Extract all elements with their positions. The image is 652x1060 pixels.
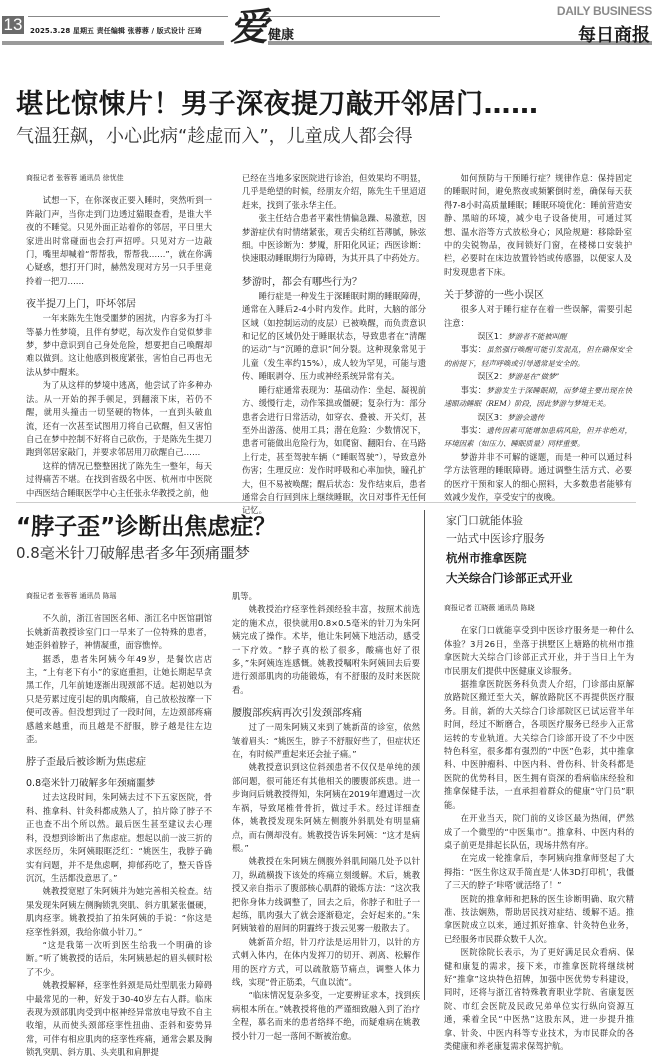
paragraph: 这样的情况已整整困扰了陈先生一整年，每天过得痛苦不堪。在找到省级名中医、杭州市中医院中西医结合睡眠医学中心主任张永华教授之前，他 (26, 460, 212, 498)
article1-column-1 (26, 172, 212, 500)
section-logo-ai: 爱 (230, 4, 269, 49)
article1-byline: 商报记者 张蓉蓉 通讯员 徐忧佳 (26, 174, 124, 182)
item-text: 梦游发生于深睡眠期，而梦境主要出现在快速眼动睡眠（REM）阶段，因此梦游与梦境无关。 (444, 385, 632, 409)
item-label: 事实： (460, 384, 487, 395)
paragraph: 医院的推拿师和把脉的医生诊断明确、取穴精准、技法娴熟，帮助居民找对症结、缓解不适。推拿医院成立以来，通过抓好推拿、针灸特色业务，已经服务市民群众数千人次。 (444, 893, 634, 944)
article3-byline: 商报记者 江晓薇 通讯员 陈晓 (444, 604, 535, 612)
item-label: 事实： (460, 424, 487, 435)
article3-kicker-1: 家门口就能体验 (446, 514, 523, 527)
fact-item (444, 424, 632, 451)
paragraph: 过去这段时间，朱阿姨去过不下五家医院，骨科、推拿科、针灸科都成熟人了，拍片除了脖子不正也查不出个所以然。最后医生甚至建议去心理科，没想到诊断出了焦虑症。想起以前一波三折的求医经历，朱阿姨眼眶泛红：“姚医生，我脖子确实有问题，并不是焦虑啊，抑郁药吃了，整天昏昏沉沉，生活都没意思了。” (26, 792, 212, 883)
paragraph: 为了从这样的梦境中逃离，他尝试了许多种办法。从一开始的挥手顿足，到翻滚下床，若仍不醒，就用头撞击一切坚硬的物体，一直到头破血流，还有一次甚至试图用刀将自己砍醒，但又害怕自己在梦中控制不好将自己砍伤，于是陈先生提刀跑到邻居家敲门，并要求邻居用刀砍醒自己…… (26, 380, 212, 458)
item-label: 误区2： (477, 371, 508, 382)
paragraph: 一年来陈先生饱受噩梦的困扰，内容多为打斗等暴力性梦境，且伴有梦呓，每次发作自觉似梦非梦，梦中意识到自己身处危险，想要把自己唤醒却难以做到。这让他感到极度紧张，害怕自己再也无法从梦中醒来。 (26, 313, 212, 377)
paragraph: 姚教授宽慰了朱阿姨并为她完善相关检查。结果发现朱阿姨左侧胸锁乳突肌、斜方肌紧张僵硬，肌肉痉挛。姚教授拍了拍朱阿姨的手说：“你这是痉挛性斜颈，我给你做小针刀。” (26, 886, 212, 937)
item-label: 误区1： (477, 331, 508, 342)
article1-col3-body (444, 172, 632, 504)
section-name: 健康 (268, 28, 295, 43)
paragraph: 姚教授在朱阿姨左侧腹外斜肌间隔几处予以针刀，纵疏横拨下该处的疼痛立刻缓解。术后，姚教授又亲自指示了腹部核心肌群的锻炼方法：“这次我把你身体力线调整了，回去之后，你脖子和肚子一起练，肌肉强大了就会逐渐稳定，会好起来的。”朱阿姨皱着的眉间的阴霾终于拨云见雾一般散去了。 (232, 856, 420, 934)
paragraph: 肌等。 (232, 591, 257, 601)
item-text: 遗传因素可能增加患病风险，但并非绝对，环境因素（如压力、睡眠质量）同样重要。 (444, 425, 632, 449)
paragraph: 在家门口就能享受到中医诊疗服务是一种什么体验？3月26日，坐落于拱墅区上塘路的杭州市推拿医院大关综合门诊部正式开业，并于当日上午为市民朋友们提供中医健康义诊服务。 (444, 625, 634, 676)
article1-column-2 (242, 172, 426, 518)
article1-subheadline: 气温狂飙，小心此病“趁虚而入”，儿童成人都会得 (16, 126, 413, 147)
paragraph: 不久前，浙江省国医名师、浙江名中医馆副馆长姚新苗教授诊室门口一早来了一位特殊的患者，她歪斜着脖子，神情凝重，面容憔悴。 (26, 613, 212, 651)
paper-name-cn: 每日商报 (578, 25, 650, 46)
masthead-rule (262, 16, 440, 17)
paragraph: 已经在当地多家医院进行诊治，但效果均不明显，几乎是绝望的时候，经朋友介绍，陈先生千里迢迢赶来，找到了张永华主任。 (242, 173, 426, 210)
article2-headline: “脖子歪”诊断出焦虑症？ (16, 514, 277, 540)
paragraph: 医院徐院长表示，为了更好满足民众看病、保健和康复的需求，接下来，市推拿医院将继续树好“推拿”这块特色招牌，加强中医优势专科建设，同时，还将与浙江省特殊教育职业学院、省康复医院、市红会医院及民政兄弟单位实行纵向资源互通，乘着全民“中医热”这股东风，进一步提升推拿、针灸、中医内科等专业技术，为市民群众的各类健康和养老康复需求保驾护航。 (444, 947, 634, 1051)
myth-item (444, 370, 632, 383)
paragraph: “临床情况复杂多变，一定要辨证求本，找到疾病根本所在。”姚教授将他的严谨细致融入到了治疗全程，慕名而来的患者络绎不绝，而疑难病在姚教授小针刀一起一落间不断被治愈。 (232, 990, 420, 1041)
article3-title-1: 杭州市推拿医院 (446, 551, 527, 565)
paragraph: “这是我第一次听到医生给我一个明确的诊断。”听了姚教授的话后，朱阿姨悬起的眉头顿时松了不少。 (26, 939, 212, 977)
subheading: 0.8毫米针刀破解多年颈痛噩梦 (26, 778, 156, 790)
article2-col2-body (232, 590, 420, 1043)
paragraph: 过了一周朱阿姨又来到了姚新苗的诊室，依然皱着眉头：“姚医生，脖子不舒服好些了，但症状还在，有时候严重起来还会扯子痛。” (232, 722, 420, 760)
article2-column-2 (232, 590, 420, 1043)
article2-byline: 商报记者 张蓉蓉 通讯员 陈瑶 (26, 592, 117, 600)
fact-item (444, 384, 632, 411)
fact-item (444, 343, 632, 370)
section-divider (16, 502, 636, 503)
issue-line: 2025.3.28 星期五 责任编辑 张蓉蓉 / 版式设计 汪琦 (30, 27, 202, 35)
paragraph: 试想一下，在你深夜正要入睡时，突然听到一阵敲门声，当你走到门边透过猫眼查看，是谁大半夜的不睡觉。只见外面正站着你的邻居，平日里大家进出时常碰面也会打声招呼。只见对方一边敲门，嘴里却喊着“帮帮我，帮帮我……”，就在你满心疑惑，想打开门时，赫然发现对方另一只手里竟拎着一把刀…… (26, 195, 212, 286)
subheading: 腰腹部疾病再次引发颈部疼痛 (232, 708, 362, 720)
page-number: 13 (3, 15, 23, 34)
article1-col2-body (242, 172, 426, 518)
column-divider (424, 510, 425, 1000)
subheading: 夜半提刀上门，吓坏邻居 (26, 299, 136, 311)
myth-item (444, 330, 632, 343)
article3-title-2: 大关综合门诊部正式开业 (446, 571, 573, 585)
paragraph: 姚教授意识到这位斜颈患者不仅仅是单纯的颈部问题，很可能还有其他相关的腰腹部疾患。进一步询问后姚教授得知，朱阿姨在2019年遭遇过一次车祸，导致尾椎骨骨折，做过手术。经过详细查体，姚教授发现朱阿姨左侧腹外斜肌处有明显痛点，而右侧却没有。姚教授告诉朱阿姨：“这才是病根。” (232, 762, 420, 853)
paragraph: 据悉，患者朱阿姨今年49岁，是餐饮店店主，“上有老下有小”的家庭重担，让她长期起早贪黑工作，几年前她逐渐出现颈部不适。起初她以为只是劳累过度引起的肌肉酸痛，自己放松按摩一下便可改善。但没想到过了一段时间，左边颈部疼痛感越来越重，而且越是不舒服，脖子越是往左边歪。 (26, 653, 212, 745)
article2-col1-body (26, 612, 212, 1059)
paragraph: 在开业当天，院门前的义诊区最为热闹，俨然成了一个微型的“中医集市”。推拿科、中医内科的桌子前更是排起长队伍，现场井然有序。 (444, 813, 634, 850)
paragraph: 睡行症通常表现为：基础动作：坐起、凝视前方、缓慢行走，动作笨拙或僵硬；复杂行为：部分患者会进行日常活动，如穿衣、叠被、开关灯，甚至外出游荡、使用工具；潜在危险：少数情况下，患者可能做出危险行为，如爬窗、翻阳台、在马路上行走，甚至驾驶车辆（“睡眠驾驶”），导致意外伤害；生理反应：发作时呼吸和心率加快，瞳孔扩大，但不易被唤醒；醒后状态：发作结束后，患者通常会自行回到床上继续睡眠，次日对事件无任何记忆。 (242, 384, 426, 516)
item-text: 梦游会遗传 (507, 412, 545, 422)
item-text: 虽然强行唤醒可能引发混乱，但在确保安全的前提下，轻声呼唤或引导通常是安全的。 (444, 345, 632, 368)
article1-column-3 (444, 172, 632, 504)
myth-item (444, 411, 632, 424)
paragraph: 如何预防与干预睡行症？规律作息：保持固定的睡眠时间，避免熬夜或频繁倒时差，确保每天获得7-8小时高质量睡眠；睡眠环境优化：睡前营造安静、黑暗的环境，减少电子设备使用，可通过冥想、温水浴等方式放松身心；风险规避：移除卧室中的尖锐物品，夜间锁好门窗，在楼梯口安装护栏，必要时在床边放置铃铛或传感器，以便家人及时发现患者下床。 (444, 173, 632, 277)
paragraph: 姚教授解释，痉挛性斜颈是局灶型肌张力障碍中最常见的一种，好发于30-40岁左右人群。临床表现为颈部肌肉受到中枢神经异常放电导致不自主收缩，从而使头颈部痉挛性扭曲、歪斜和姿势异常，可伴有相应肌肉的痉挛性疼痛，通常会累及胸锁乳突肌、斜方肌、头夹肌和肩胛提 (26, 980, 212, 1058)
article2-subheadline: 0.8毫米针刀破解患者多年颈痛噩梦 (16, 544, 250, 562)
masthead-bar (2, 41, 224, 45)
article1-col1-body (26, 194, 212, 500)
item-text: 梦游者不能被叫醒 (507, 332, 567, 342)
subheading: 关于梦游的一些小误区 (444, 290, 544, 302)
article1-headline: 堪比惊悚片！男子深夜提刀敲开邻居门…… (16, 89, 539, 120)
item-text: 梦游是在“做梦” (507, 372, 560, 382)
article2-column-1 (26, 590, 212, 1060)
masthead-rule (28, 16, 228, 17)
paper-name-en: DAILY BUSINESS (556, 4, 652, 18)
item-label: 误区3： (477, 411, 508, 422)
article3-paragraphs (444, 624, 634, 1053)
paragraph: 很多人对于睡行症存在着一些误解，需要引起注意： (444, 304, 632, 328)
item-label: 事实： (460, 344, 487, 355)
article3-body (444, 602, 634, 1053)
paragraph: 睡行症是一种发生于深睡眠时期的睡眠障碍，通常在入睡后2-4小时内发作。此时，大脑的部分区域（如控制运动的皮层）已被唤醒，而负责意识和记忆的区域仍处于睡眠状态，导致患者在“清醒的运动”与“沉睡的意识”间分裂。这种现象常见于儿童（发生率约15%），成人较为罕见，可能与遗传、睡眠剥夺、压力或神经系统异常有关。 (242, 290, 426, 382)
paragraph: 在完成一轮推拿后，李阿姨向推拿师竖起了大拇指：“医生你这双手简直是‘人体3D打印机’，我僵了三天的脖子‘咔嗒’就活络了！” (444, 853, 634, 891)
paragraph: 张主任结合患者平素性情偏急躁、易激惹，因梦游症伏有时情绪紧张，观舌尖稍红苔薄腻，脉弦细。中医诊断为：梦魇，肝阳化风证；西医诊断：快速眼动睡眠期行为障碍，为其开具了中药处方。 (242, 213, 426, 264)
subheading: 脖子歪最后被诊断为焦虑症 (26, 757, 146, 769)
subheading: 梦游时，都会有哪些行为？ (242, 276, 362, 288)
article3-kicker-2: 一站式中医诊疗服务 (446, 532, 545, 545)
paragraph: 据推拿医院医务科负责人介绍，门诊部由原解放路院区搬迁至大关，解放路院区不再提供医疗服务。目前，新的大关综合门诊部院区已试运营半年时间，经过不断磨合，各项医疗服务已经步入正常运转的专业轨道。大关综合门诊部开设了不少中医特色科室，很多都有强烈的“中医”色彩，其中推拿科、中医肿瘤科、中医内科、骨伤科、针灸科都是医院的优势科目，医生拥有资深的看病临床经验和推拿保健手法，一直承担着群众的健康“守门员”职能。 (444, 679, 634, 810)
paragraph: 姚新苗介绍，针刀疗法是运用针刀，以针的方式刺入体内，在体内发挥刀的切开、剥离、松解作用的医疗方式，可以疏散筋节痛点，调整人体力线，实现“骨正筋柔，气血以流”。 (232, 936, 420, 987)
paragraph: 梦游并非不可解的谜题，而是一种可以通过科学方法管理的睡眠障碍。通过调整生活方式、必要的医疗干预和家人的细心照料，大多数患者能够有效减少发作，享受安宁的夜晚。 (444, 451, 632, 502)
paragraph: 姚教授治疗痉挛性斜颈经验丰富，按照术前选定的施术点，很快就用0.8×0.5毫米的针刀为朱阿姨完成了操作。术毕，他让朱阿姨下地活动，感受一下疗效。“脖子真的松了很多，酸痛也好了很多，”朱阿姨连连感慨。姚教授嘱咐朱阿姨回去后要进行颈部肌肉的功能锻炼，有不舒服的及时来医院看。 (232, 604, 420, 695)
